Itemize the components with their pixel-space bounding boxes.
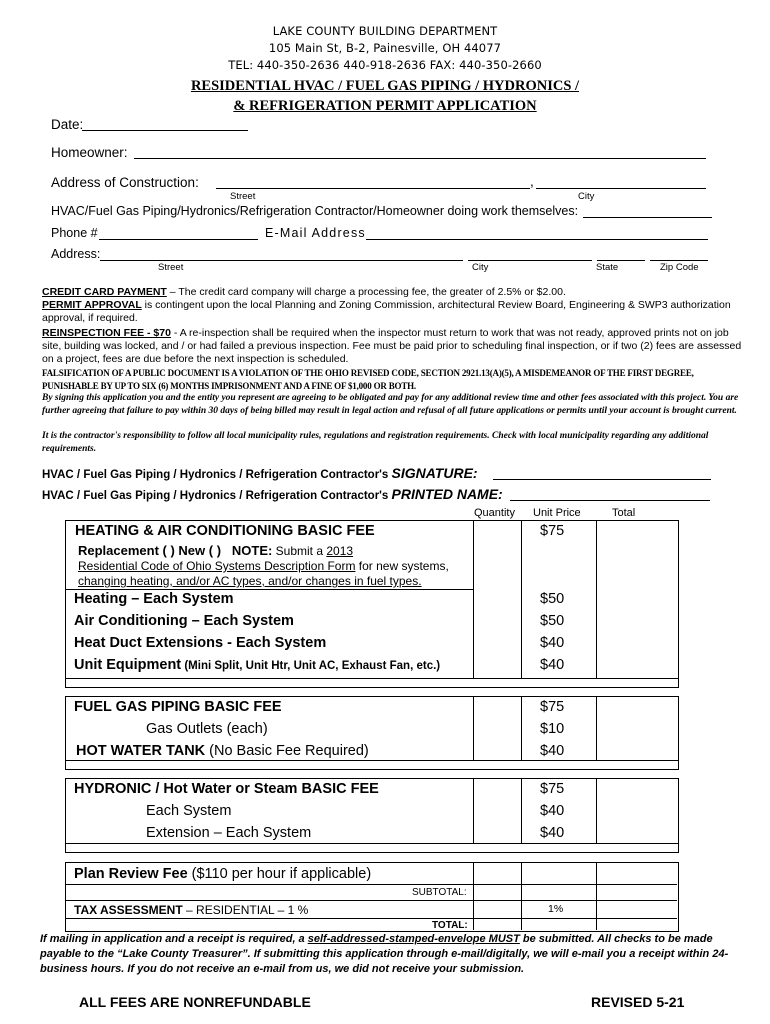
hvac-basic-fee: $75 (540, 523, 565, 539)
dept-address: 105 Main St, B-2, Painesville, OH 44077 (268, 41, 502, 55)
credit-card-text: – The credit card company will charge a processing fee, the greater of 2.5% or $2.00. (166, 286, 566, 298)
date-label: Date: (51, 117, 84, 132)
mailing-text-c: be submitted. All checks to be made payable to the “Lake County Treasurer”. If submitting this application through e-mail/digitally, we will e-mail you a receipt within 24-business hours. If you do not receive an e-mail from us, we did not receive your submission. (40, 933, 729, 975)
tax-rule (65, 918, 677, 919)
street-caption-2: Street (158, 262, 184, 273)
totals-price-divider (521, 862, 522, 930)
col-unit-price: Unit Price (533, 507, 581, 519)
responsibility-text: It is the contractor's responsibility to follow all local municipality rules, regulations and registration requirements. Check with local municipality regarding any additional requirements. (42, 431, 709, 454)
reinspection-text: - A re-inspection shall be required when the inspector must return to work that was not ready, approved prints not on job site, building was locked, and / or had failed a previous inspection. Fee must be paid prior to scheduling final inspection, or if two (2) fees are assessed on a project, fees are due before the next inspection is scheduled. (42, 327, 742, 365)
responsibility-notice (42, 430, 742, 455)
date-field[interactable] (82, 130, 248, 131)
hydronic-price-divider (521, 778, 522, 843)
total-label: TOTAL: (432, 920, 468, 931)
gas-price-divider (521, 696, 522, 760)
construction-city-field[interactable] (536, 188, 706, 189)
hvac-total-divider (596, 520, 597, 678)
dept-phones: TEL: 440-350-2636 440-918-2636 FAX: 440-350-2660 (228, 58, 542, 72)
gas-outlets-price: $10 (540, 721, 565, 737)
note-label: NOTE: (231, 543, 273, 558)
unit-equipment-price: $40 (540, 657, 565, 673)
construction-street-field[interactable] (216, 188, 530, 189)
street-caption: Street (230, 191, 256, 202)
construction-address-label: Address of Construction: (51, 175, 199, 190)
hvac-title: HEATING & AIR CONDITIONING BASIC FEE (75, 523, 375, 539)
city-caption-2: City (472, 262, 489, 273)
phone-label: Phone # (51, 226, 98, 240)
contractor-field[interactable] (583, 217, 712, 218)
hydronic-extension-price: $40 (540, 825, 565, 841)
unit-equipment-label: Unit Equipment (74, 657, 182, 673)
plan-review-note: ($110 per hour if applicable) (187, 866, 372, 882)
credit-card-title: CREDIT CARD PAYMENT (42, 286, 167, 298)
falsification-notice: FALSIFICATION OF A PUBLIC DOCUMENT IS A VIOLATION OF THE OHIO REVISED CODE, SECTION 2921.13(A)(5), A MISDEMEANOR OF THE FIRST DEGREE, PUNISHABLE BY UP TO SIX (6) MONTHS IMPRISONMENT AND A FINE OF $1,000 OR BOTH. (42, 368, 694, 391)
plan-review-rule (65, 884, 677, 885)
email-field[interactable] (366, 239, 708, 240)
credit-card-notice (42, 286, 742, 299)
col-total: Total (612, 507, 636, 519)
signature-field[interactable] (493, 479, 711, 480)
col-quantity: Quantity (474, 507, 515, 519)
tax-rate: 1% (548, 903, 564, 915)
hydronic-each-system-price: $40 (540, 803, 565, 819)
permit-approval-title: PERMIT APPROVAL (42, 299, 142, 311)
email-label: E-Mail Address (265, 226, 366, 240)
note-text-c: for new systems, (355, 559, 449, 573)
dept-name: LAKE COUNTY BUILDING DEPARTMENT (272, 24, 498, 38)
permit-approval-text: is contingent upon the local Planning and Zoning Commission, architectural Review Board, Engineering & SWP3 authorization approval, if required. (42, 299, 731, 324)
zip-caption: Zip Code (660, 262, 699, 273)
ac-row-price: $50 (540, 613, 565, 629)
hvac-note-line3 (78, 574, 422, 588)
address-street-field[interactable] (100, 260, 463, 261)
hydronic-basic-fee: $75 (540, 781, 565, 797)
form-title-line2: & REFRIGERATION PERMIT APPLICATION (233, 98, 537, 114)
contractor-label: HVAC/Fuel Gas Piping/Hydronics/Refrigeration Contractor/Homeowner doing work themselves: (51, 204, 579, 218)
hot-water-row (76, 743, 369, 759)
hvac-replacement-row (78, 543, 353, 558)
revision-label: REVISED 5-21 (591, 994, 685, 1010)
heating-row-price: $50 (540, 591, 565, 607)
signature-row (42, 465, 478, 481)
hot-water-note: (No Basic Fee Required) (205, 743, 369, 759)
tax-row (74, 903, 308, 917)
hvac-qty-divider (473, 520, 474, 678)
hvac-price-divider (521, 520, 522, 678)
signing-notice (42, 392, 742, 417)
gas-total-divider (596, 696, 597, 760)
signing-text: By signing this application you and the entity you represent are agreeing to be obligated and pay for any additional review time and other fees associated with this project. You are further agreeing that failure to pay within 30 days of being billed may result in legal action and refusal of all future applications or permits until your account is brought current. (42, 393, 739, 416)
mailing-text-a: If mailing in application and a receipt is required, a (40, 933, 308, 945)
address-label: Address: (51, 247, 101, 261)
permit-approval-notice (42, 299, 742, 325)
heating-row-label: Heating – Each System (74, 591, 234, 607)
subtotal-rule (65, 900, 677, 901)
hot-water-price: $40 (540, 743, 565, 759)
reinspection-notice (42, 327, 742, 366)
phone-field[interactable] (99, 239, 258, 240)
address-city-field[interactable] (468, 260, 592, 261)
hvac-bottom-rule (65, 678, 678, 679)
tax-label: TAX ASSESSMENT (74, 903, 183, 917)
totals-qty-divider (473, 862, 474, 930)
gas-outlets-label: Gas Outlets (each) (146, 721, 268, 737)
gas-bottom-rule (65, 760, 678, 761)
note-text-d: changing heating, and/or AC types, and/or changes in fuel types. (78, 574, 422, 588)
city-caption: City (578, 191, 595, 202)
printed-name-prefix: HVAC / Fuel Gas Piping / Hydronics / Refrigeration Contractor's (42, 490, 392, 502)
state-caption: State (596, 262, 619, 273)
hot-water-label: HOT WATER TANK (76, 743, 206, 759)
hvac-note-line2 (78, 559, 449, 573)
note-text-a: Submit a (272, 544, 327, 558)
hydronic-qty-divider (473, 778, 474, 843)
hydronic-title: HYDRONIC / Hot Water or Steam BASIC FEE (74, 781, 379, 797)
form-title-line1: RESIDENTIAL HVAC / FUEL GAS PIPING / HYDRONICS / (190, 78, 580, 94)
hvac-note-rule (65, 589, 473, 590)
gas-title: FUEL GAS PIPING BASIC FEE (74, 699, 282, 715)
systems-description-form-link: Residential Code of Ohio Systems Description Form (78, 559, 356, 573)
printed-name-label: PRINTED NAME: (391, 486, 503, 502)
note-year: 2013 (326, 544, 354, 558)
printed-name-row (42, 486, 503, 502)
nonrefundable-notice: ALL FEES ARE NONREFUNDABLE (79, 994, 311, 1010)
printed-name-field[interactable] (510, 500, 710, 501)
gas-qty-divider (473, 696, 474, 760)
totals-total-divider (596, 862, 597, 930)
duct-row-price: $40 (540, 635, 565, 651)
hydronic-each-system-label: Each System (146, 803, 232, 819)
tax-note: – RESIDENTIAL – 1 % (182, 903, 309, 917)
replacement-new-options[interactable]: Replacement ( ) New ( ) (78, 543, 222, 558)
homeowner-label: Homeowner: (51, 145, 128, 160)
mailing-text-sase: self-addressed-stamped-envelope MUST (307, 933, 520, 945)
unit-equipment-row (74, 657, 440, 673)
mailing-instructions (40, 932, 740, 977)
address-zip-field[interactable] (650, 260, 708, 261)
comma: , (530, 174, 534, 189)
subtotal-label: SUBTOTAL: (412, 887, 467, 898)
hydronic-extension-label: Extension – Each System (146, 825, 312, 841)
plan-review-label: Plan Review Fee (74, 866, 188, 882)
homeowner-field[interactable] (134, 158, 706, 159)
hydronic-total-divider (596, 778, 597, 843)
reinspection-title: REINSPECTION FEE - $70 (42, 327, 171, 339)
signature-prefix: HVAC / Fuel Gas Piping / Hydronics / Refrigeration Contractor's (42, 469, 392, 481)
unit-equipment-note: (Mini Split, Unit Htr, Unit AC, Exhaust Fan, etc.) (181, 660, 441, 672)
hydronic-bottom-rule (65, 843, 678, 844)
signature-label: SIGNATURE: (391, 465, 478, 481)
address-state-field[interactable] (597, 260, 645, 261)
gas-basic-fee: $75 (540, 699, 565, 715)
duct-row-label: Heat Duct Extensions - Each System (74, 635, 327, 651)
plan-review-row (74, 866, 371, 882)
ac-row-label: Air Conditioning – Each System (74, 613, 294, 629)
